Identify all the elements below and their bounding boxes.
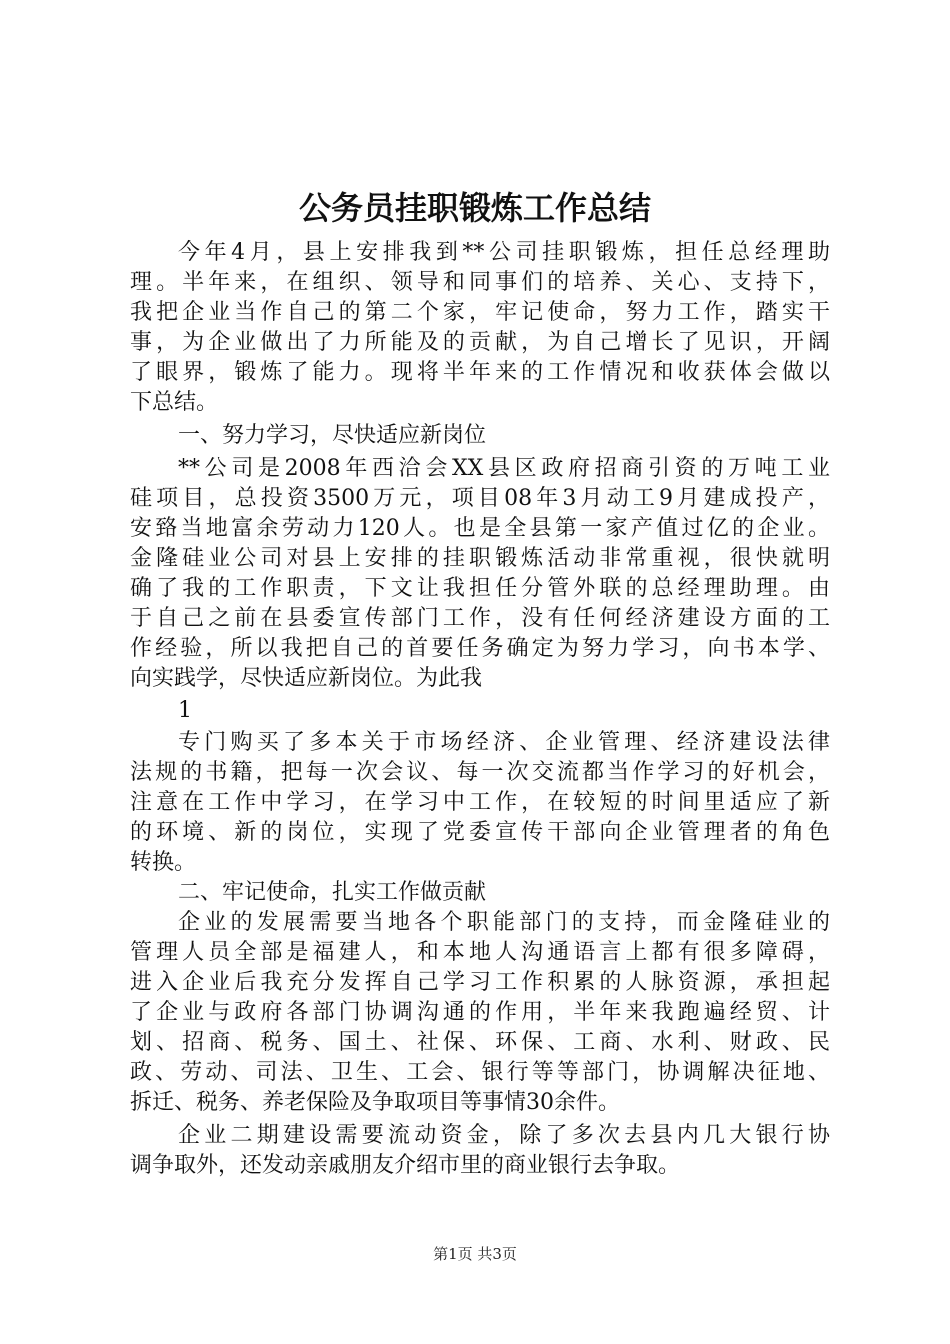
body-line: 注意在工作中学习，在学习中工作，在较短的时间里适应了新 — [130, 790, 830, 815]
body-line: 事，为企业做出了力所能及的贡献，为自己增长了见识，开阔 — [130, 330, 830, 355]
body-line: 转换。 — [130, 850, 197, 875]
body-line: 下总结。 — [130, 390, 219, 415]
body-line: 向实践学，尽快适应新岗位。为此我 — [130, 666, 483, 691]
body-line: 今年4月，县上安排我到**公司挂职锻炼，担任总经理助 — [178, 240, 830, 265]
body-line: **公司是2008年西洽会XX县区政府招商引资的万吨工业 — [178, 456, 830, 481]
section-heading: 一、努力学习，尽快适应新岗位 — [178, 423, 487, 448]
document-title: 公务员挂职锻炼工作总结 — [298, 189, 651, 227]
section-heading: 二、牢记使命，扎实工作做贡献 — [178, 880, 487, 905]
body-line: 于自己之前在县委宣传部门工作，没有任何经济建设方面的工 — [130, 606, 830, 631]
body-line: 企业二期建设需要流动资金，除了多次去县内几大银行协 — [178, 1123, 830, 1148]
body-line: 作经验，所以我把自己的首要任务确定为努力学习，向书本学、 — [130, 636, 830, 661]
page-footer: 第1页 共3页 — [433, 1245, 517, 1263]
body-line: 了眼界，锻炼了能力。现将半年来的工作情况和收获体会做以 — [130, 360, 830, 385]
body-line: 划、招商、税务、国土、社保、环保、工商、水利、财政、民 — [130, 1030, 830, 1055]
body-line: 了企业与政府各部门协调沟通的作用，半年来我跑遍经贸、计 — [130, 1000, 830, 1025]
body-line: 进入企业后我充分发挥自己学习工作积累的人脉资源，承担起 — [130, 970, 830, 995]
body-line: 安臵当地富余劳动力120人。也是全县第一家产值过亿的企业。 — [130, 516, 830, 541]
body-line: 我把企业当作自己的第二个家，牢记使命，努力工作，踏实干 — [130, 300, 830, 325]
body-line: 确了我的工作职责，下文让我担任分管外联的总经理助理。由 — [130, 576, 830, 601]
body-line: 拆迁、税务、养老保险及争取项目等事情30余件。 — [130, 1090, 620, 1115]
body-line: 管理人员全部是福建人，和本地人沟通语言上都有很多障碍， — [130, 940, 830, 965]
body-line: 金隆硅业公司对县上安排的挂职锻炼活动非常重视，很快就明 — [130, 546, 830, 571]
body-line: 理。半年来，在组织、领导和同事们的培养、关心、支持下， — [130, 270, 830, 295]
body-line: 专门购买了多本关于市场经济、企业管理、经济建设法律 — [178, 730, 830, 755]
page-number-marker: 1 — [178, 698, 192, 723]
body-line: 调争取外，还发动亲戚朋友介绍市里的商业银行去争取。 — [130, 1153, 681, 1178]
body-line: 政、劳动、司法、卫生、工会、银行等等部门，协调解决征地、 — [130, 1060, 830, 1085]
body-line: 法规的书籍，把每一次会议、每一次交流都当作学习的好机会， — [130, 760, 830, 785]
body-line: 硅项目，总投资3500万元，项目08年3月动工9月建成投产， — [130, 486, 830, 511]
body-line: 的环境、新的岗位，实现了党委宣传干部向企业管理者的角色 — [130, 820, 830, 845]
body-line: 企业的发展需要当地各个职能部门的支持，而金隆硅业的 — [178, 910, 830, 935]
